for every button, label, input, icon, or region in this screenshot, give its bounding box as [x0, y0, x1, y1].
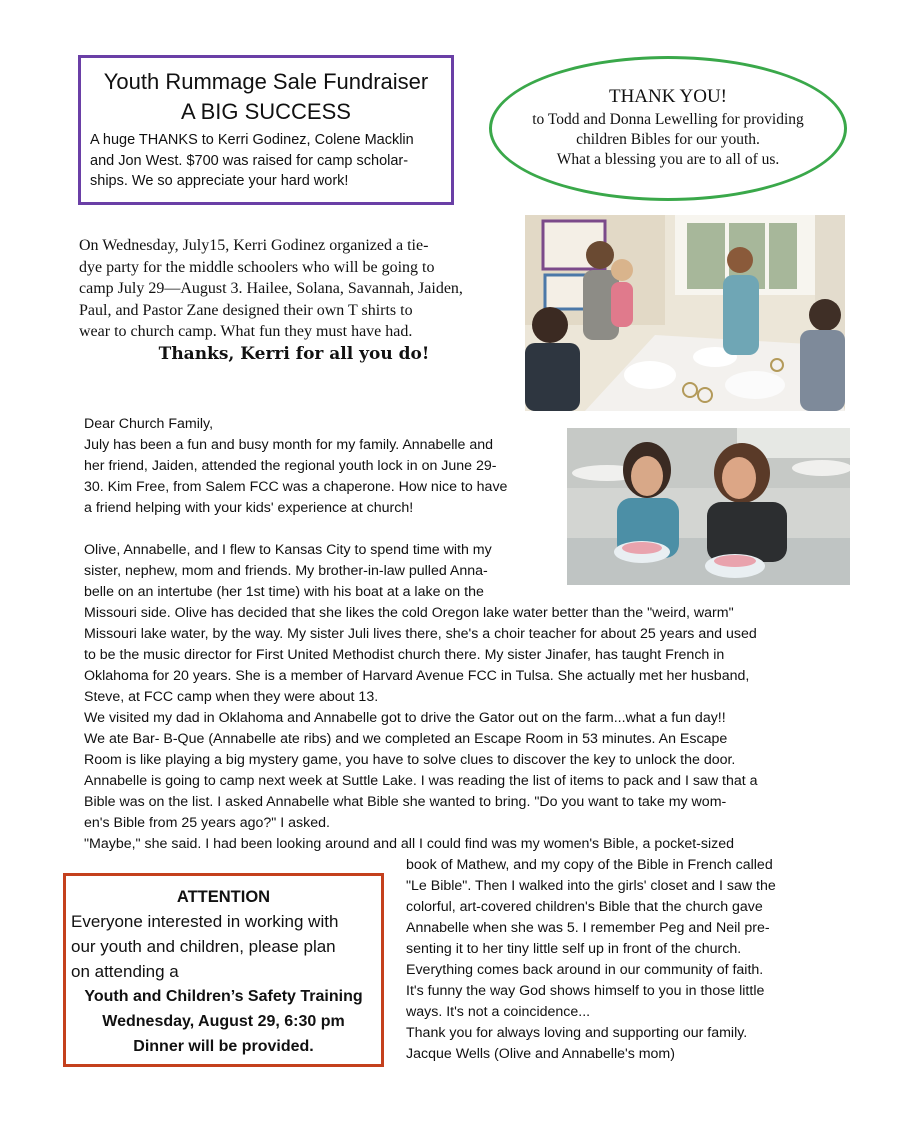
letter-line: Bible was on the list. I asked Annabelle what Bible she wanted to bring. "Do you want to take my wom-: [84, 794, 727, 810]
letter-line: Jacque Wells (Olive and Annabelle's mom): [406, 1046, 675, 1062]
attention-bold-line: Dinner will be provided.: [133, 1038, 314, 1055]
letter-line: Room is like playing a big mystery game, you have to solve clues to discover the key to unlock the door.: [84, 752, 736, 768]
attention-body-line: Everyone interested in working with: [71, 912, 339, 931]
letter-line: book of Mathew, and my copy of the Bible in French called: [406, 857, 773, 873]
ice-cream-photo: [567, 428, 850, 585]
letter-line: Missouri lake water, by the way. My sister Juli lives there, she's a choir teacher for about 25 years and used: [84, 626, 757, 642]
letter-line: It's funny the way God shows himself to you in those little: [406, 983, 765, 999]
letter-line: "Le Bible". Then I walked into the girls' closet and I saw the: [406, 878, 776, 894]
letter-line: 30. Kim Free, from Salem FCC was a chaperone. How nice to have: [84, 479, 508, 495]
letter-line: en's Bible from 25 years ago?" I asked.: [84, 815, 330, 831]
thank-you-line: children Bibles for our youth.: [576, 131, 760, 148]
letter-line: Oklahoma for 20 years. She is a member of Harvard Avenue FCC in Tulsa. She actually met her husband,: [84, 668, 750, 684]
rummage-sale-box: [78, 55, 454, 205]
thank-you-line: What a blessing you are to all of us.: [556, 151, 780, 168]
rummage-body-line: ships. We so appreciate your hard work!: [90, 173, 349, 189]
letter-line: Steve, at FCC camp when they were about 13.: [84, 689, 379, 705]
thank-you-line: to Todd and Donna Lewelling for providing: [532, 111, 804, 128]
attention-bold-line: Youth and Children’s Safety Training: [84, 988, 363, 1005]
tiedye-article: [79, 235, 519, 343]
letter-line: to be the music director for First United Methodist church there. My sister Jinafer, has taught French in: [84, 647, 725, 663]
letter-line: Annabelle is going to camp next week at Suttle Lake. I was reading the list of items to pack and I saw that a: [84, 773, 758, 789]
letter-line: Everything comes back around in our community of faith.: [406, 962, 764, 978]
attention-heading: ATTENTION: [176, 888, 271, 906]
letter-line: colorful, art-covered children's Bible that the church gave: [406, 899, 763, 915]
attention-body-line: our youth and children, please plan: [71, 937, 336, 956]
tiedye-line: camp July 29—August 3. Hailee, Solana, Savannah, Jaiden,: [79, 280, 463, 297]
letter-line: Missouri side. Olive has decided that she likes the cold Oregon lake water better than the "weird, warm": [84, 605, 734, 621]
tiedye-line: dye party for the middle schoolers who will be going to: [79, 258, 435, 276]
letter-line: July has been a fun and busy month for my family. Annabelle and: [84, 437, 494, 453]
rummage-title-line1: Youth Rummage Sale Fundraiser: [103, 69, 429, 94]
letter-line: We visited my dad in Oklahoma and Annabelle got to drive the Gator out on the farm...what a fun day!!: [84, 710, 726, 726]
letter-line: belle on an intertube (her 1st time) with his boat at a lake on the: [84, 584, 484, 600]
letter-line: senting it to her tiny little self up in front of the church.: [406, 941, 742, 957]
letter-line: Annabelle when she was 5. I remember Peg and Neil pre-: [406, 920, 770, 936]
attention-body-line: on attending a: [71, 962, 179, 981]
letter-line: Dear Church Family,: [84, 416, 214, 432]
rummage-body-line: and Jon West. $700 was raised for camp scholar-: [90, 152, 409, 169]
tiedye-party-photo: [525, 215, 845, 411]
letter-line: her friend, Jaiden, attended the regional youth lock in on June 29-: [84, 458, 497, 474]
rummage-body: [90, 130, 443, 192]
letter-line: a friend helping with your kids' experience at church!: [84, 500, 414, 516]
tiedye-line: On Wednesday, July15, Kerri Godinez organized a tie-: [79, 237, 429, 254]
letter-line: Olive, Annabelle, and I flew to Kansas City to spend time with my: [84, 542, 492, 558]
rummage-title-line2: A BIG SUCCESS: [181, 99, 351, 124]
tiedye-line: wear to church camp. What fun they must have had.: [79, 323, 413, 340]
rummage-body-line: A huge THANKS to Kerri Godinez, Colene Macklin: [90, 132, 414, 148]
thank-you-oval: [489, 56, 847, 201]
attention-box: [63, 873, 384, 1067]
tiedye-thanks: Thanks, Kerri for all you do!: [158, 344, 430, 364]
letter-line: We ate Bar- B-Que (Annabelle ate ribs) and we completed an Escape Room in 53 minutes. An Escape: [84, 731, 728, 747]
letter-line: sister, nephew, mom and friends. My brother-in-law pulled Anna-: [84, 563, 488, 579]
letter-line: "Maybe," she said. I had been looking around and all I could find was my women's Bible, a pocket-sized: [84, 836, 735, 852]
letter-line: ways. It's not a coincidence...: [406, 1004, 591, 1020]
attention-bold-line: Wednesday, August 29, 6:30 pm: [102, 1013, 345, 1030]
tiedye-line: Paul, and Pastor Zane designed their own T shirts to: [79, 301, 413, 319]
thank-you-heading: THANK YOU!: [608, 86, 728, 107]
letter-line: Thank you for always loving and supporting our family.: [406, 1025, 748, 1041]
